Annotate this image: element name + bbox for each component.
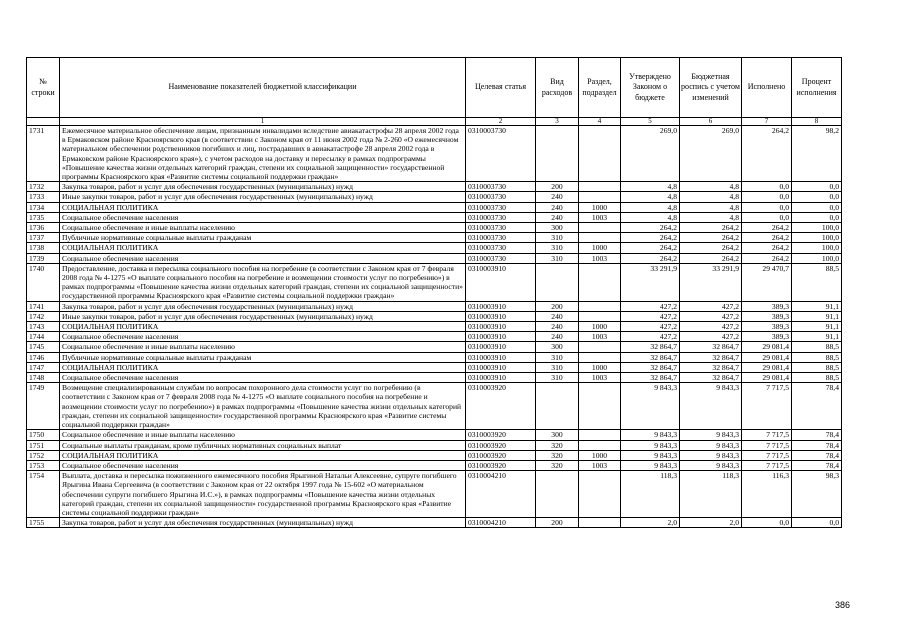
cell-expense-type: 310 [536, 373, 579, 383]
cell-approved: 9 843,3 [621, 460, 680, 470]
cell-executed: 0,0 [742, 202, 792, 212]
table-row [27, 518, 842, 528]
cell-section [579, 263, 621, 301]
table-row [27, 223, 842, 233]
cell-target-article: 0310003730 [466, 212, 536, 222]
cell-percent: 0,0 [792, 192, 842, 202]
cell-target-article: 0310003730 [466, 243, 536, 253]
cell-row-number: 1745 [27, 342, 60, 352]
cell-approved: 264,2 [621, 223, 680, 233]
cell-section: 1000 [579, 362, 621, 372]
cell-budget-list: 2,0 [680, 518, 742, 528]
cell-expense-type: 200 [536, 518, 579, 528]
cell-expense-type [536, 126, 579, 182]
table-row [27, 182, 842, 192]
column-number: 5 [621, 118, 680, 126]
cell-budget-list: 118,3 [680, 471, 742, 518]
cell-target-article: 0310003730 [466, 223, 536, 233]
cell-target-article: 0310003920 [466, 450, 536, 460]
table-row [27, 460, 842, 470]
cell-section: 1000 [579, 322, 621, 332]
cell-percent: 100,0 [792, 233, 842, 243]
cell-budget-list: 264,2 [680, 243, 742, 253]
cell-approved: 32 864,7 [621, 342, 680, 352]
page-number: 386 [835, 600, 851, 610]
cell-expense-type: 300 [536, 223, 579, 233]
cell-name: Выплата, доставка и пересылка пожизненного ежемесячного пособия Ярыгиной Натальи Алексеевне, супруге погибшего Ярыгина Ивана Сергеевича (в соответствии с Законом края от 22 октября 1997 года № 15-602 «О материальном обеспечении супруги погибшего Ярыгина И.С.»), в рамках подпрограммы «Повышение качества жизни отдельных категорий граждан, степени их социальной защищенности» государственной программы Красноярского края «Развитие системы социальной поддержки граждан» [60, 471, 466, 518]
cell-budget-list: 32 864,7 [680, 362, 742, 372]
cell-row-number: 1734 [27, 202, 60, 212]
column-number-empty [27, 118, 60, 126]
cell-approved: 33 291,9 [621, 263, 680, 301]
cell-section [579, 342, 621, 352]
cell-percent: 78,4 [792, 430, 842, 440]
cell-executed: 264,2 [742, 126, 792, 182]
cell-percent: 88,5 [792, 362, 842, 372]
cell-name: Закупка товаров, работ и услуг для обеспечения государственных (муниципальных) нужд [60, 301, 466, 311]
cell-section: 1003 [579, 460, 621, 470]
cell-approved: 264,2 [621, 243, 680, 253]
cell-name: Социальные выплаты гражданам, кроме публичных нормативных социальных выплат [60, 440, 466, 450]
cell-name: Закупка товаров, работ и услуг для обеспечения государственных (муниципальных) нужд [60, 182, 466, 192]
cell-row-number: 1742 [27, 311, 60, 321]
cell-approved: 9 843,3 [621, 440, 680, 450]
cell-section: 1003 [579, 373, 621, 383]
cell-name: Социальное обеспечение населения [60, 253, 466, 263]
cell-budget-list: 32 864,7 [680, 342, 742, 352]
cell-executed: 7 717,5 [742, 383, 792, 430]
header-section: Раздел, подраздел [579, 58, 621, 118]
cell-target-article: 0310003730 [466, 202, 536, 212]
cell-percent: 100,0 [792, 253, 842, 263]
cell-executed: 389,3 [742, 301, 792, 311]
cell-percent: 0,0 [792, 182, 842, 192]
cell-section [579, 301, 621, 311]
column-number: 8 [792, 118, 842, 126]
cell-budget-list: 427,2 [680, 301, 742, 311]
cell-percent: 91,1 [792, 332, 842, 342]
cell-section [579, 430, 621, 440]
table-row [27, 450, 842, 460]
cell-name: Социальное обеспечение и иные выплаты населению [60, 223, 466, 233]
cell-percent: 88,5 [792, 373, 842, 383]
cell-section: 1003 [579, 253, 621, 263]
table-row [27, 311, 842, 321]
cell-row-number: 1752 [27, 450, 60, 460]
cell-executed: 7 717,5 [742, 450, 792, 460]
cell-expense-type: 240 [536, 212, 579, 222]
cell-name: Публичные нормативные социальные выплаты гражданам [60, 352, 466, 362]
table-row [27, 440, 842, 450]
cell-approved: 4,8 [621, 192, 680, 202]
cell-expense-type: 320 [536, 460, 579, 470]
cell-approved: 4,8 [621, 202, 680, 212]
cell-section [579, 383, 621, 430]
cell-section [579, 471, 621, 518]
cell-budget-list: 4,8 [680, 182, 742, 192]
cell-target-article: 0310003730 [466, 182, 536, 192]
header-name: Наименование показателей бюджетной классификации [60, 58, 466, 118]
cell-approved: 427,2 [621, 311, 680, 321]
cell-budget-list: 4,8 [680, 202, 742, 212]
cell-percent: 0,0 [792, 518, 842, 528]
cell-executed: 264,2 [742, 243, 792, 253]
cell-target-article: 0310003910 [466, 352, 536, 362]
cell-target-article: 0310003730 [466, 233, 536, 243]
cell-budget-list: 9 843,3 [680, 460, 742, 470]
cell-budget-list: 427,2 [680, 311, 742, 321]
cell-executed: 0,0 [742, 182, 792, 192]
cell-row-number: 1739 [27, 253, 60, 263]
cell-executed: 29 081,4 [742, 373, 792, 383]
table-row [27, 383, 842, 430]
cell-executed: 264,2 [742, 223, 792, 233]
table-row [27, 471, 842, 518]
header-percent: Процент исполнения [792, 58, 842, 118]
column-number: 2 [466, 118, 536, 126]
cell-approved: 4,8 [621, 182, 680, 192]
cell-percent: 98,2 [792, 126, 842, 182]
header-approved: Утверждено Законом о бюджете [621, 58, 680, 118]
cell-percent: 98,3 [792, 471, 842, 518]
cell-expense-type: 300 [536, 430, 579, 440]
header-row-number: № строки [27, 58, 60, 118]
cell-target-article: 0310003920 [466, 383, 536, 430]
cell-budget-list: 33 291,9 [680, 263, 742, 301]
table-row [27, 243, 842, 253]
cell-row-number: 1736 [27, 223, 60, 233]
cell-executed: 0,0 [742, 212, 792, 222]
cell-budget-list: 32 864,7 [680, 352, 742, 362]
cell-expense-type: 310 [536, 253, 579, 263]
cell-row-number: 1753 [27, 460, 60, 470]
cell-executed: 29 470,7 [742, 263, 792, 301]
cell-percent: 78,4 [792, 440, 842, 450]
cell-section: 1000 [579, 243, 621, 253]
cell-section [579, 311, 621, 321]
cell-executed: 116,3 [742, 471, 792, 518]
cell-name: Публичные нормативные социальные выплаты гражданам [60, 233, 466, 243]
cell-section: 1003 [579, 212, 621, 222]
cell-expense-type: 240 [536, 311, 579, 321]
cell-approved: 118,3 [621, 471, 680, 518]
column-number: 7 [742, 118, 792, 126]
cell-expense-type: 310 [536, 362, 579, 372]
header-executed: Исполнено [742, 58, 792, 118]
cell-expense-type: 240 [536, 202, 579, 212]
cell-budget-list: 9 843,3 [680, 430, 742, 440]
cell-target-article: 0310003910 [466, 332, 536, 342]
cell-executed: 0,0 [742, 192, 792, 202]
cell-budget-list: 9 843,3 [680, 383, 742, 430]
column-number-row [27, 118, 842, 126]
table-row [27, 342, 842, 352]
budget-table-sheet [26, 57, 842, 528]
cell-executed: 29 081,4 [742, 362, 792, 372]
cell-approved: 9 843,3 [621, 430, 680, 440]
cell-approved: 427,2 [621, 332, 680, 342]
cell-target-article: 0310003730 [466, 253, 536, 263]
cell-percent: 88,5 [792, 352, 842, 362]
cell-row-number: 1754 [27, 471, 60, 518]
cell-row-number: 1746 [27, 352, 60, 362]
cell-row-number: 1747 [27, 362, 60, 372]
cell-section: 1000 [579, 202, 621, 212]
cell-target-article: 0310003730 [466, 192, 536, 202]
cell-expense-type [536, 471, 579, 518]
cell-name: Иные закупки товаров, работ и услуг для обеспечения государственных (муниципальных) нужд [60, 192, 466, 202]
header-budget-list: Бюджетная роспись с учетом изменений [680, 58, 742, 118]
cell-row-number: 1750 [27, 430, 60, 440]
header-row [27, 58, 842, 118]
cell-row-number: 1737 [27, 233, 60, 243]
cell-budget-list: 9 843,3 [680, 450, 742, 460]
table-row [27, 301, 842, 311]
cell-approved: 4,8 [621, 212, 680, 222]
cell-expense-type [536, 383, 579, 430]
cell-budget-list: 264,2 [680, 253, 742, 263]
cell-expense-type [536, 263, 579, 301]
cell-name: Ежемесячное материальное обеспечение лицам, признанным инвалидами вследствие авиакатастрофы 28 апреля 2002 года в Ермаковском районе Красноярского края (в соответствии с Законом края от 11 июня 2002 года № 2-260 «О ежемесячном материальном обеспечении родственников погибших и лиц, пострадавших в авиакатастрофе 28 апреля 2002 года в Ермаковском районе Красноярского края»), с учетом расходов на доставку и пересылку в рамках подпрограммы «Повышение качества жизни отдельных категорий граждан, степени их социальной защищенности» государственной программы Красноярского края «Развитие системы социальной поддержки граждан» [60, 126, 466, 182]
cell-percent: 78,4 [792, 383, 842, 430]
cell-expense-type: 310 [536, 352, 579, 362]
cell-budget-list: 269,0 [680, 126, 742, 182]
table-row [27, 322, 842, 332]
cell-approved: 9 843,3 [621, 383, 680, 430]
column-number: 6 [680, 118, 742, 126]
cell-target-article: 0310003910 [466, 362, 536, 372]
cell-approved: 269,0 [621, 126, 680, 182]
cell-section [579, 126, 621, 182]
cell-executed: 389,3 [742, 322, 792, 332]
cell-approved: 427,2 [621, 301, 680, 311]
cell-target-article: 0310003920 [466, 440, 536, 450]
cell-name: Социальное обеспечение населения [60, 212, 466, 222]
column-number: 4 [579, 118, 621, 126]
cell-section [579, 182, 621, 192]
cell-expense-type: 240 [536, 322, 579, 332]
cell-target-article: 0310003910 [466, 301, 536, 311]
cell-name: Социальное обеспечение и иные выплаты населению [60, 430, 466, 440]
cell-percent: 91,1 [792, 322, 842, 332]
cell-budget-list: 4,8 [680, 212, 742, 222]
cell-name: СОЦИАЛЬНАЯ ПОЛИТИКА [60, 202, 466, 212]
column-number: 3 [536, 118, 579, 126]
cell-budget-list: 264,2 [680, 223, 742, 233]
cell-percent: 100,0 [792, 243, 842, 253]
cell-executed: 264,2 [742, 253, 792, 263]
cell-section: 1000 [579, 450, 621, 460]
cell-percent: 100,0 [792, 223, 842, 233]
cell-row-number: 1749 [27, 383, 60, 430]
cell-budget-list: 9 843,3 [680, 440, 742, 450]
cell-approved: 264,2 [621, 253, 680, 263]
cell-row-number: 1735 [27, 212, 60, 222]
cell-row-number: 1755 [27, 518, 60, 528]
cell-approved: 427,2 [621, 322, 680, 332]
cell-target-article: 0310003910 [466, 263, 536, 301]
cell-executed: 264,2 [742, 233, 792, 243]
cell-row-number: 1751 [27, 440, 60, 450]
cell-percent: 91,1 [792, 311, 842, 321]
cell-executed: 7 717,5 [742, 430, 792, 440]
cell-name: Социальное обеспечение населения [60, 373, 466, 383]
cell-section: 1003 [579, 332, 621, 342]
cell-name: Предоставление, доставка и пересылка социального пособия на погребение (в соответствии с Законом края от 7 февраля 2008 года № 4-1275 «О выплате социального пособия на погребение и возмещении стоимости услуг по погребению») в рамках подпрограммы «Повышение качества жизни отдельных категорий граждан, степени их социальной защищенности» государственной программы Красноярского края «Развитие системы социальной поддержки граждан» [60, 263, 466, 301]
cell-executed: 7 717,5 [742, 440, 792, 450]
cell-target-article: 0310003910 [466, 322, 536, 332]
cell-approved: 32 864,7 [621, 352, 680, 362]
cell-executed: 389,3 [742, 332, 792, 342]
cell-row-number: 1748 [27, 373, 60, 383]
cell-percent: 78,4 [792, 450, 842, 460]
cell-name: Социальное обеспечение населения [60, 460, 466, 470]
cell-budget-list: 4,8 [680, 192, 742, 202]
cell-row-number: 1744 [27, 332, 60, 342]
cell-target-article: 0310004210 [466, 471, 536, 518]
cell-budget-list: 32 864,7 [680, 373, 742, 383]
cell-name: СОЦИАЛЬНАЯ ПОЛИТИКА [60, 362, 466, 372]
cell-executed: 29 081,4 [742, 352, 792, 362]
header-target-article: Целевая статья [466, 58, 536, 118]
cell-section [579, 440, 621, 450]
cell-name: Иные закупки товаров, работ и услуг для обеспечения государственных (муниципальных) нужд [60, 311, 466, 321]
cell-approved: 2,0 [621, 518, 680, 528]
budget-table [26, 57, 842, 528]
cell-row-number: 1738 [27, 243, 60, 253]
cell-target-article: 0310003910 [466, 342, 536, 352]
cell-expense-type: 320 [536, 440, 579, 450]
cell-name: СОЦИАЛЬНАЯ ПОЛИТИКА [60, 322, 466, 332]
cell-executed: 389,3 [742, 311, 792, 321]
cell-name: СОЦИАЛЬНАЯ ПОЛИТИКА [60, 450, 466, 460]
column-number: 1 [60, 118, 466, 126]
cell-name: Закупка товаров, работ и услуг для обеспечения государственных (муниципальных) нужд [60, 518, 466, 528]
table-body [27, 126, 842, 528]
cell-executed: 29 081,4 [742, 342, 792, 352]
cell-name: Социальное обеспечение населения [60, 332, 466, 342]
table-row [27, 192, 842, 202]
cell-budget-list: 264,2 [680, 233, 742, 243]
cell-executed: 7 717,5 [742, 460, 792, 470]
cell-budget-list: 427,2 [680, 322, 742, 332]
table-row [27, 430, 842, 440]
cell-section [579, 352, 621, 362]
table-row [27, 373, 842, 383]
table-row [27, 126, 842, 182]
cell-budget-list: 427,2 [680, 332, 742, 342]
cell-percent: 0,0 [792, 212, 842, 222]
table-row [27, 332, 842, 342]
header-expense-type: Вид расходов [536, 58, 579, 118]
table-row [27, 212, 842, 222]
cell-expense-type: 240 [536, 332, 579, 342]
cell-target-article: 0310003920 [466, 430, 536, 440]
cell-approved: 9 843,3 [621, 450, 680, 460]
cell-percent: 78,4 [792, 460, 842, 470]
cell-expense-type: 320 [536, 450, 579, 460]
table-row [27, 202, 842, 212]
cell-executed: 0,0 [742, 518, 792, 528]
cell-percent: 0,0 [792, 202, 842, 212]
cell-row-number: 1731 [27, 126, 60, 182]
cell-section [579, 192, 621, 202]
cell-percent: 91,1 [792, 301, 842, 311]
cell-name: Социальное обеспечение и иные выплаты населению [60, 342, 466, 352]
cell-target-article: 0310003910 [466, 311, 536, 321]
cell-section [579, 223, 621, 233]
table-row [27, 253, 842, 263]
cell-expense-type: 200 [536, 182, 579, 192]
cell-row-number: 1743 [27, 322, 60, 332]
cell-target-article: 0310003920 [466, 460, 536, 470]
cell-expense-type: 300 [536, 342, 579, 352]
cell-expense-type: 310 [536, 243, 579, 253]
cell-name: СОЦИАЛЬНАЯ ПОЛИТИКА [60, 243, 466, 253]
cell-expense-type: 240 [536, 192, 579, 202]
cell-row-number: 1732 [27, 182, 60, 192]
cell-approved: 264,2 [621, 233, 680, 243]
cell-expense-type: 200 [536, 301, 579, 311]
table-row [27, 352, 842, 362]
cell-section [579, 518, 621, 528]
cell-approved: 32 864,7 [621, 373, 680, 383]
cell-target-article: 0310004210 [466, 518, 536, 528]
table-row [27, 362, 842, 372]
cell-row-number: 1733 [27, 192, 60, 202]
cell-approved: 32 864,7 [621, 362, 680, 372]
table-row [27, 263, 842, 301]
cell-percent: 88,5 [792, 342, 842, 352]
cell-name: Возмещение специализированным службам по вопросам похоронного дела стоимости услуг по погребению (в соответствии с Законом края от 7 февраля 2008 года № 4-1275 «О выплате социального пособия на погребение и возмещении стоимости услуг по погребению») в рамках подпрограммы «Повышение качества жизни отдельных категорий граждан, степени их социальной защищенности» государственной программы Красноярского края «Развитие системы социальной поддержки граждан» [60, 383, 466, 430]
table-row [27, 233, 842, 243]
cell-expense-type: 310 [536, 233, 579, 243]
cell-section [579, 233, 621, 243]
cell-target-article: 0310003910 [466, 373, 536, 383]
cell-row-number: 1741 [27, 301, 60, 311]
cell-target-article: 0310003730 [466, 126, 536, 182]
cell-row-number: 1740 [27, 263, 60, 301]
cell-percent: 88,5 [792, 263, 842, 301]
